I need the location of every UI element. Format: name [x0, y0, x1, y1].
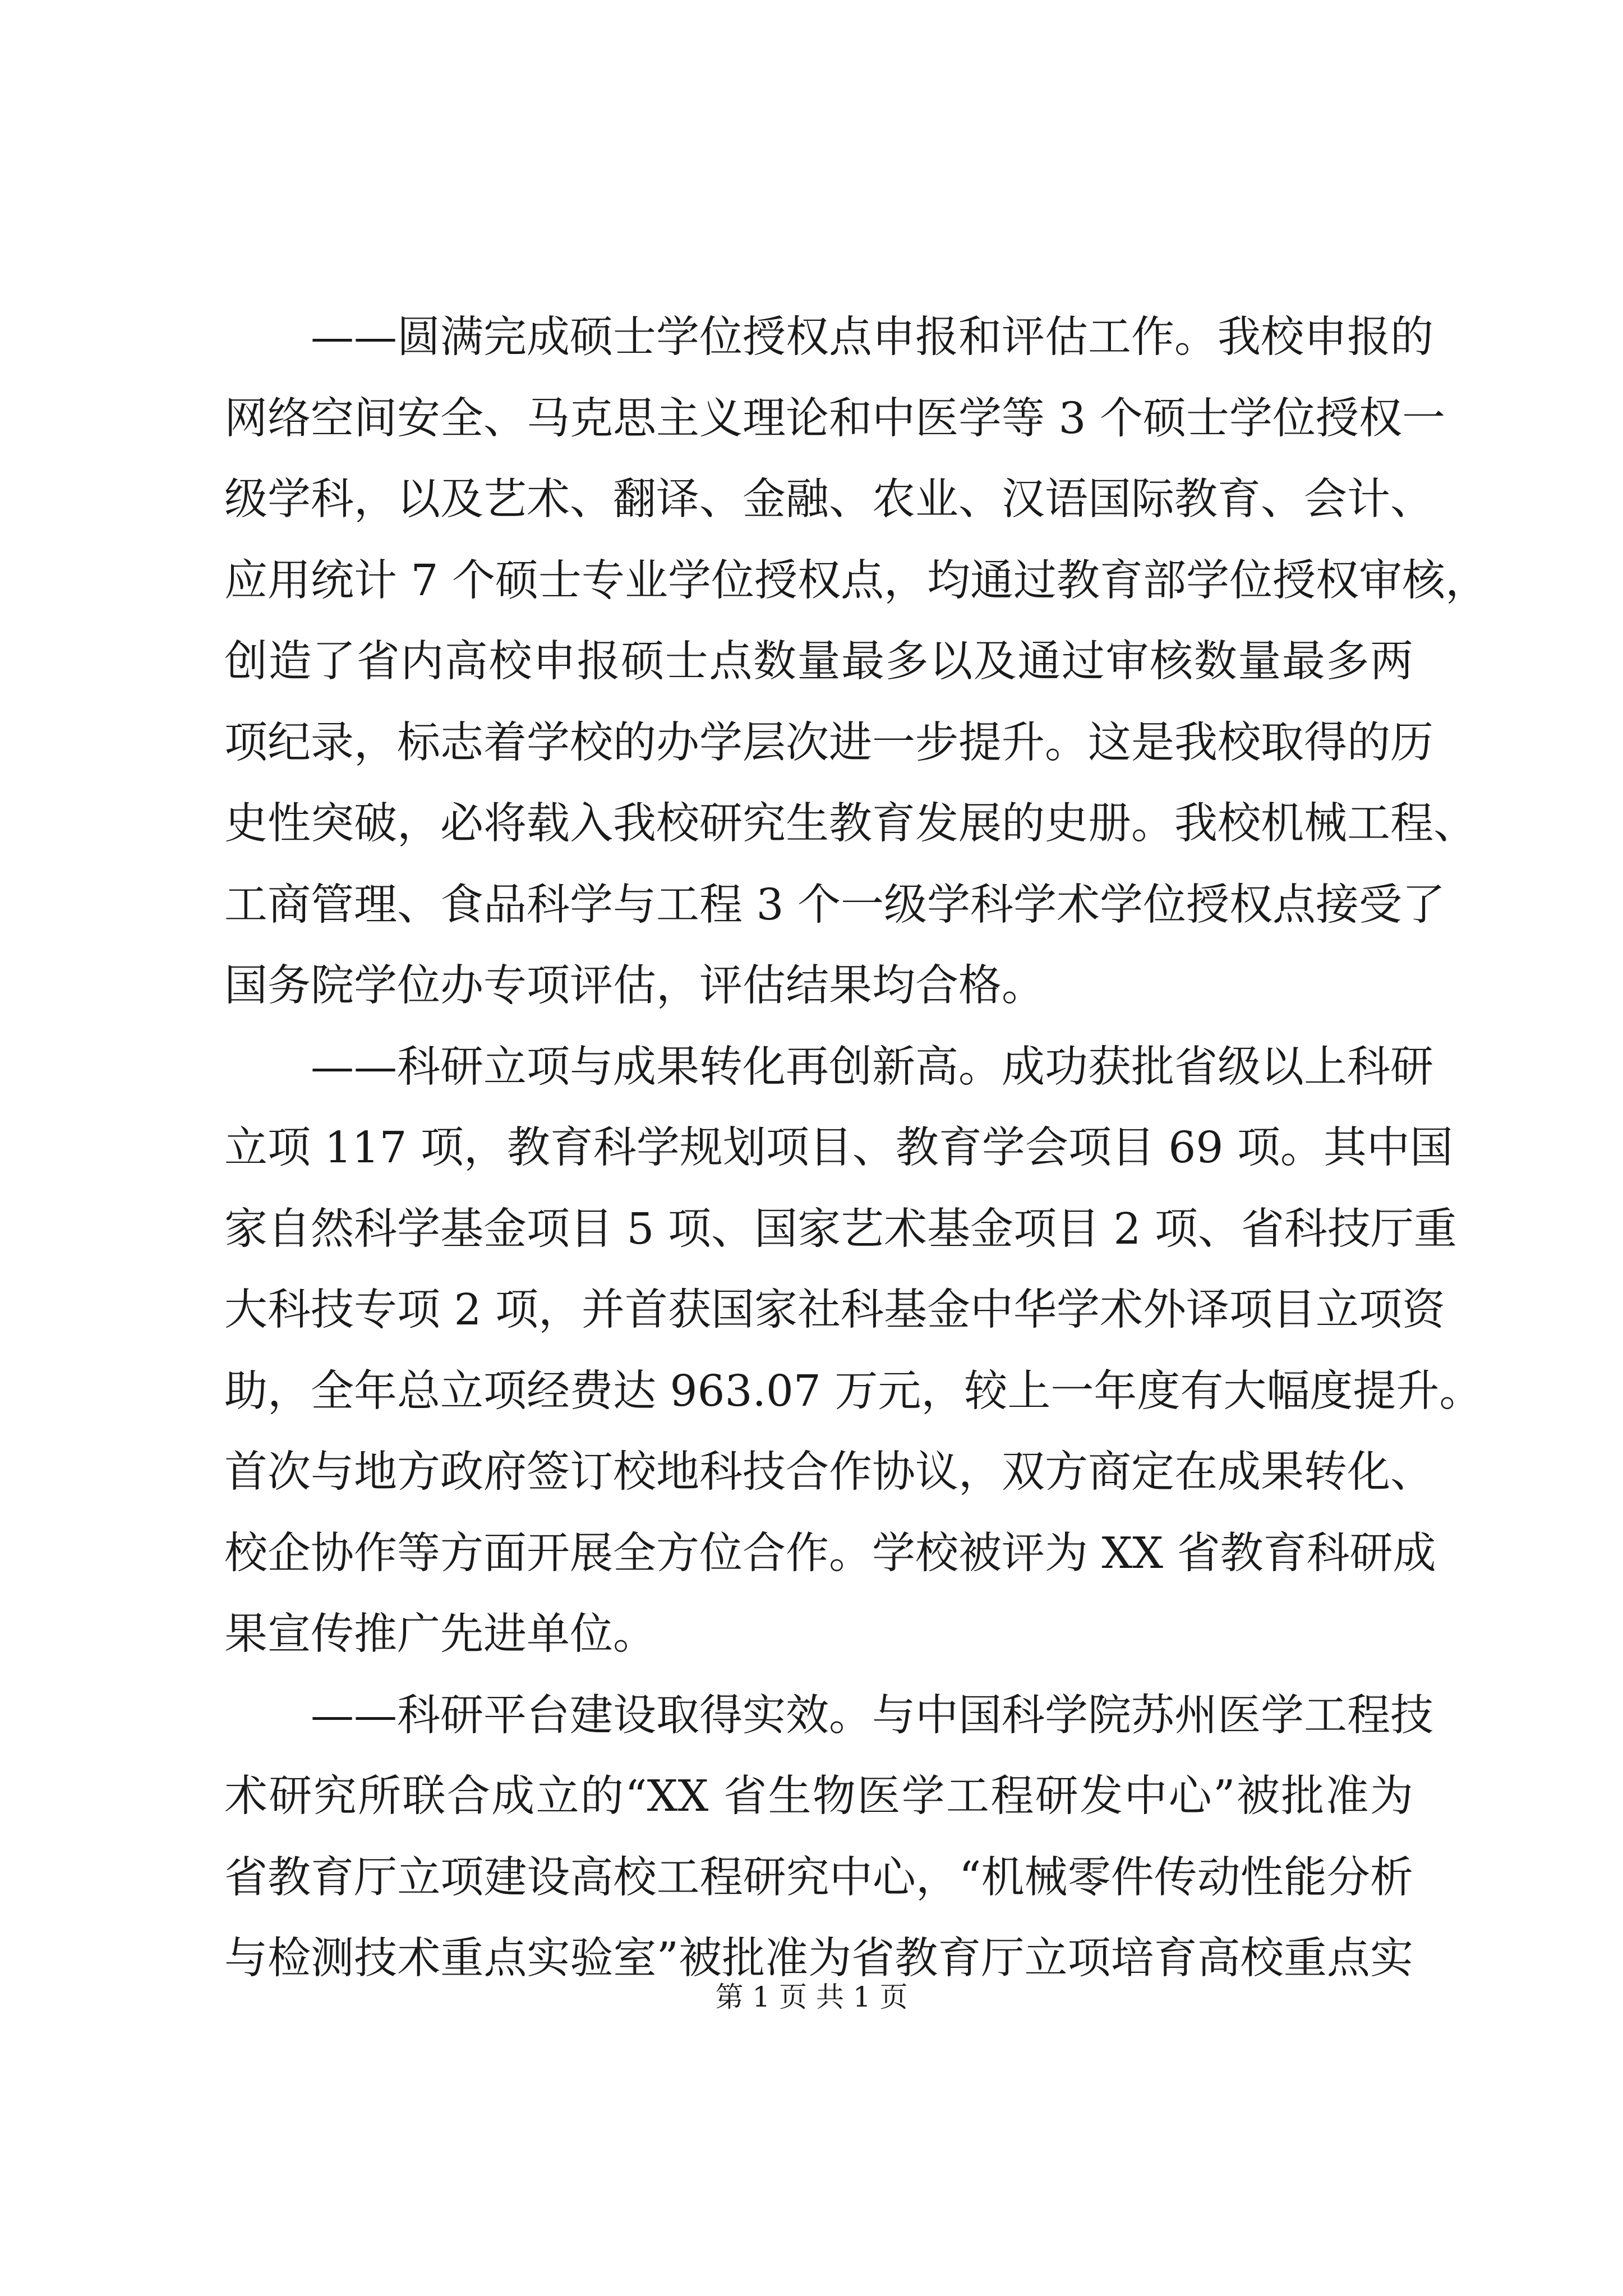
paragraph-line: 史性突破，必将载入我校研究生教育发展的史册。我校机械工程、	[224, 799, 1477, 849]
paragraph-line: 大科技专项 2 项，并首获国家社科基金中华学术外译项目立项资	[224, 1285, 1445, 1335]
paragraph-line: 与检测技术重点实验室”被批准为省教育厅立项培育高校重点实	[224, 1934, 1413, 1984]
paragraph-line: ——圆满完成硕士学位授权点申报和评估工作。我校申报的	[311, 312, 1433, 362]
document-body	[224, 297, 1488, 2000]
page-number-footer: 第 1 页 共 1 页	[715, 1981, 908, 2013]
paragraph-line: 省教育厅立项建设高校工程研究中心，“机械零件传动性能分析	[224, 1852, 1413, 1903]
paragraph-line: 级学科，以及艺术、翻译、金融、农业、汉语国际教育、会计、	[224, 475, 1433, 524]
paragraph-line: 工商管理、食品科学与工程 3 个一级学科学术学位授权点接受了	[224, 880, 1445, 930]
paragraph-line: 果宣传推广先进单位。	[224, 1609, 656, 1659]
paragraph	[224, 1676, 1433, 2000]
paragraph-line: 项纪录，标志着学校的办学层次进一步提升。这是我校取得的历	[224, 717, 1433, 768]
paragraph-line: 立项 117 项，教育科学规划项目、教育学会项目 69 项。其中国	[224, 1123, 1453, 1173]
paragraph	[224, 1027, 1483, 1676]
paragraph	[224, 297, 1488, 1027]
paragraph-line: ——科研立项与成果转化再创新高。成功获批省级以上科研	[311, 1042, 1433, 1092]
paragraph-line: 校企协作等方面开展全方位合作。学校被评为 XX 省教育科研成	[224, 1528, 1436, 1579]
paragraph-line: 应用统计 7 个硕士专业学位授权点，均通过教育部学位授权审核，	[224, 555, 1488, 606]
paragraph-line: 创造了省内高校申报硕士点数量最多以及通过审核数量最多两	[224, 637, 1413, 687]
paragraph-line: 网络空间安全、马克思主义理论和中医学等 3 个硕士学位授权一	[224, 393, 1445, 444]
paragraph-line: 术研究所联合成立的“XX 省生物医学工程研发中心”被批准为	[224, 1772, 1413, 1821]
paragraph-line: 国务院学位办专项评估，评估结果均合格。	[224, 961, 1045, 1011]
paragraph-line: 助，全年总立项经费达 963.07 万元，较上一年度有大幅度提升。	[224, 1366, 1483, 1416]
paragraph-line: 首次与地方政府签订校地科技合作协议，双方商定在成果转化、	[224, 1447, 1433, 1497]
paragraph-line: 家自然科学基金项目 5 项、国家艺术基金项目 2 项、省科技厅重	[224, 1204, 1457, 1254]
paragraph-line: ——科研平台建设取得实效。与中国科学院苏州医学工程技	[311, 1690, 1433, 1741]
